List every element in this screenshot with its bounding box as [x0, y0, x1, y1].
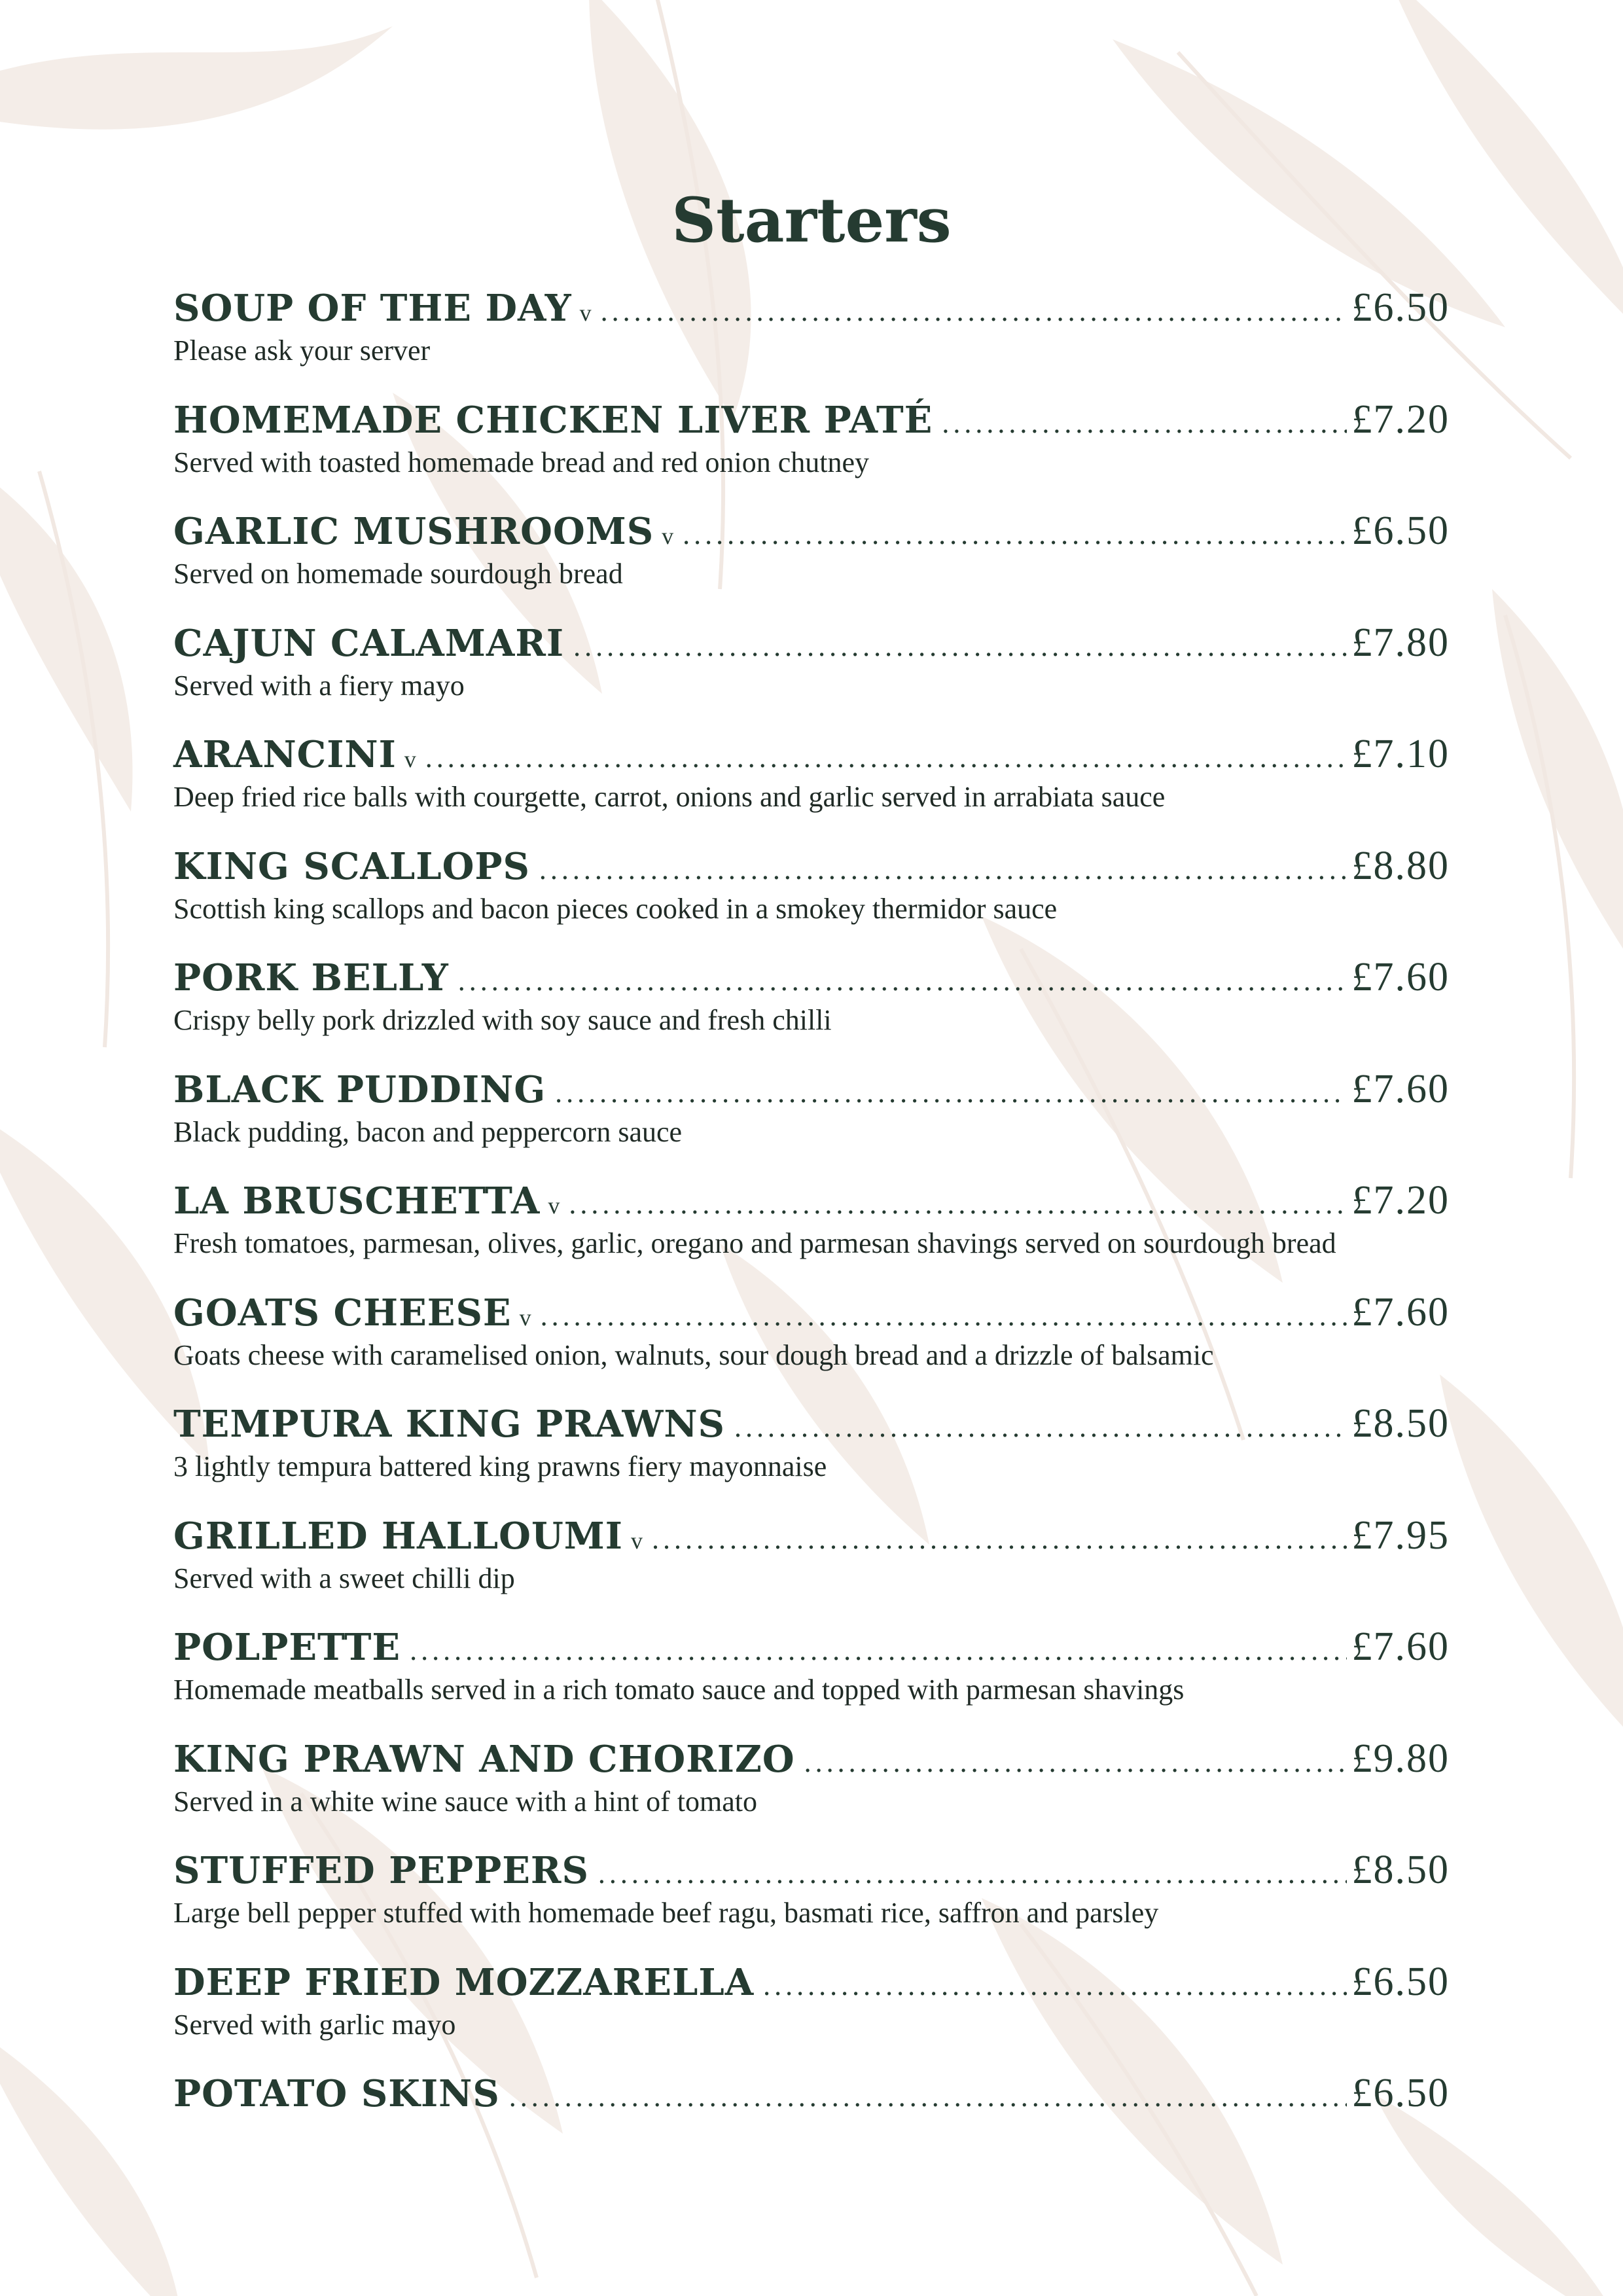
menu-item-name: TEMPURA KING PRAWNS: [173, 1403, 725, 1446]
menu-item-line: [173, 1397, 1450, 1450]
menu-item-description: Scottish king scallops and bacon pieces cooked in a smokey thermidor sauce: [173, 893, 1058, 925]
menu-item-line: [173, 2067, 1450, 2119]
menu-item-price: £6.50: [1351, 1960, 1450, 2004]
menu-item-name: CAJUN CALAMARI: [173, 622, 565, 665]
menu-title: Starters: [671, 185, 952, 257]
menu-item-price: £8.50: [1351, 1848, 1450, 1892]
menu-item-name: POLPETTE: [173, 1626, 401, 1669]
menu-item-price: £7.80: [1351, 620, 1450, 665]
menu-item-name: GOATS CHEESE: [173, 1291, 512, 1335]
menu-item: [173, 1286, 1450, 1372]
dot-leader: [601, 285, 1347, 338]
menu-item-description: Deep fried rice balls with courgette, carrot, onions and garlic served in arrabiata sauce: [173, 781, 1166, 813]
menu-item-name: BLACK PUDDING: [173, 1068, 546, 1111]
menu-item-description: Homemade meatballs served in a rich tomato sauce and topped with parmesan shavings: [173, 1674, 1185, 1706]
dot-leader: [652, 1513, 1347, 1566]
menu-item-name: GARLIC MUSHROOMS: [173, 510, 654, 553]
menu-item: [173, 840, 1450, 926]
vegetarian-marker: v: [404, 746, 416, 772]
menu-item-price: £7.60: [1351, 1624, 1450, 1669]
dot-leader: [763, 1960, 1346, 2012]
menu-item-price: £8.50: [1351, 1401, 1450, 1446]
menu-item: [173, 2067, 1450, 2119]
menu-item-line: [173, 1174, 1450, 1227]
menu-item-price: £8.80: [1351, 844, 1450, 888]
menu-item-price: £7.10: [1351, 732, 1450, 776]
menu-item-line: [173, 281, 1450, 334]
menu-item-name: GRILLED HALLOUMI: [173, 1515, 623, 1558]
dot-leader: [458, 955, 1347, 1007]
menu-item-price: £6.50: [1351, 509, 1450, 553]
menu-item-line: [173, 1956, 1450, 2008]
menu-item-price: £6.50: [1351, 285, 1450, 330]
menu-item: [173, 393, 1450, 480]
menu-item-line: [173, 617, 1450, 669]
menu-item-price: £7.60: [1351, 955, 1450, 999]
menu-item-price: £7.20: [1351, 1178, 1450, 1223]
menu-item-name: POTATO SKINS: [173, 2072, 500, 2115]
menu-item: [173, 617, 1450, 703]
menu-item-line: [173, 951, 1450, 1003]
dot-leader: [425, 732, 1347, 784]
menu-item-name: SOUP OF THE DAY: [173, 287, 572, 330]
dot-leader: [942, 397, 1346, 450]
menu-item-description: Black pudding, bacon and peppercorn sauce: [173, 1116, 683, 1148]
dot-leader: [804, 1736, 1347, 1789]
menu-item-description: Served with garlic mayo: [173, 2009, 456, 2041]
menu-item-price: £7.95: [1351, 1513, 1450, 1558]
dot-leader: [569, 1178, 1346, 1230]
menu-item-line: [173, 1509, 1450, 1562]
menu-item-name: KING PRAWN AND CHORIZO: [173, 1738, 795, 1781]
menu-item-price: £7.60: [1351, 1067, 1450, 1111]
menu-item-price: £6.50: [1351, 2071, 1450, 2115]
vegetarian-marker: v: [519, 1304, 531, 1331]
menu-item-name: STUFFED PEPPERS: [173, 1849, 589, 1892]
menu-item-line: [173, 393, 1450, 446]
menu-item: [173, 1174, 1450, 1261]
menu-item-description: Served with a sweet chilli dip: [173, 1562, 515, 1594]
menu-item-description: Served on homemade sourdough bread: [173, 558, 623, 590]
menu-item-description: Goats cheese with caramelised onion, walnuts, sour dough bread and a drizzle of balsamic: [173, 1339, 1214, 1371]
menu-item-price: £7.60: [1351, 1290, 1450, 1335]
menu-item: [173, 281, 1450, 368]
menu-item: [173, 1956, 1450, 2042]
dot-leader: [555, 1067, 1346, 1119]
dot-leader: [410, 1624, 1346, 1677]
menu-item-price: £9.80: [1351, 1736, 1450, 1781]
menu-item-description: Please ask your server: [173, 334, 431, 367]
dot-leader: [573, 620, 1346, 673]
menu-item-description: Served in a white wine sauce with a hint of tomato: [173, 1785, 757, 1818]
menu-item-name: DEEP FRIED MOZZARELLA: [173, 1961, 755, 2004]
menu-item-line: [173, 1732, 1450, 1785]
menu-item-description: Large bell pepper stuffed with homemade beef ragu, basmati rice, saffron and parsley: [173, 1897, 1159, 1929]
dot-leader: [509, 2071, 1347, 2123]
menu-item-description: Served with a fiery mayo: [173, 670, 465, 702]
menu-item-name: LA BRUSCHETTA: [173, 1179, 541, 1223]
vegetarian-marker: v: [662, 523, 674, 549]
dot-leader: [598, 1848, 1347, 1900]
vegetarian-marker: v: [579, 300, 592, 326]
menu-item-description: Crispy belly pork drizzled with soy sauce and fresh chilli: [173, 1004, 832, 1036]
menu-item-line: [173, 728, 1450, 780]
menu-item: [173, 1509, 1450, 1596]
menu-item: [173, 951, 1450, 1037]
menu-item: [173, 1732, 1450, 1819]
menu-item-line: [173, 505, 1450, 557]
menu-item-name: KING SCALLOPS: [173, 845, 530, 888]
menu-item-name: HOMEMADE CHICKEN LIVER PATÉ: [173, 399, 933, 442]
dot-leader: [541, 1290, 1347, 1342]
dot-leader: [539, 844, 1347, 896]
menu-item-line: [173, 1063, 1450, 1115]
menu-item-description: Fresh tomatoes, parmesan, olives, garlic, oregano and parmesan shavings served on sourdough bread: [173, 1227, 1336, 1259]
menu-item: [173, 505, 1450, 591]
menu-item-description: 3 lightly tempura battered king prawns fiery mayonnaise: [173, 1450, 827, 1482]
menu-item: [173, 1397, 1450, 1484]
vegetarian-marker: v: [630, 1528, 643, 1554]
menu-item-line: [173, 1286, 1450, 1338]
menu-item: [173, 728, 1450, 814]
menu-item-description: Served with toasted homemade bread and red onion chutney: [173, 446, 870, 478]
menu-item: [173, 1063, 1450, 1149]
menu-item: [173, 1621, 1450, 1707]
menu-item-line: [173, 1844, 1450, 1896]
menu-item-price: £7.20: [1351, 397, 1450, 442]
dot-leader: [683, 509, 1346, 561]
menu-item-line: [173, 840, 1450, 892]
menu-item-name: PORK BELLY: [173, 956, 449, 999]
menu-item: [173, 1844, 1450, 1930]
menu-item-line: [173, 1621, 1450, 1673]
menu-item-name: ARANCINI: [173, 733, 397, 776]
vegetarian-marker: v: [548, 1193, 560, 1219]
dot-leader: [734, 1401, 1347, 1454]
